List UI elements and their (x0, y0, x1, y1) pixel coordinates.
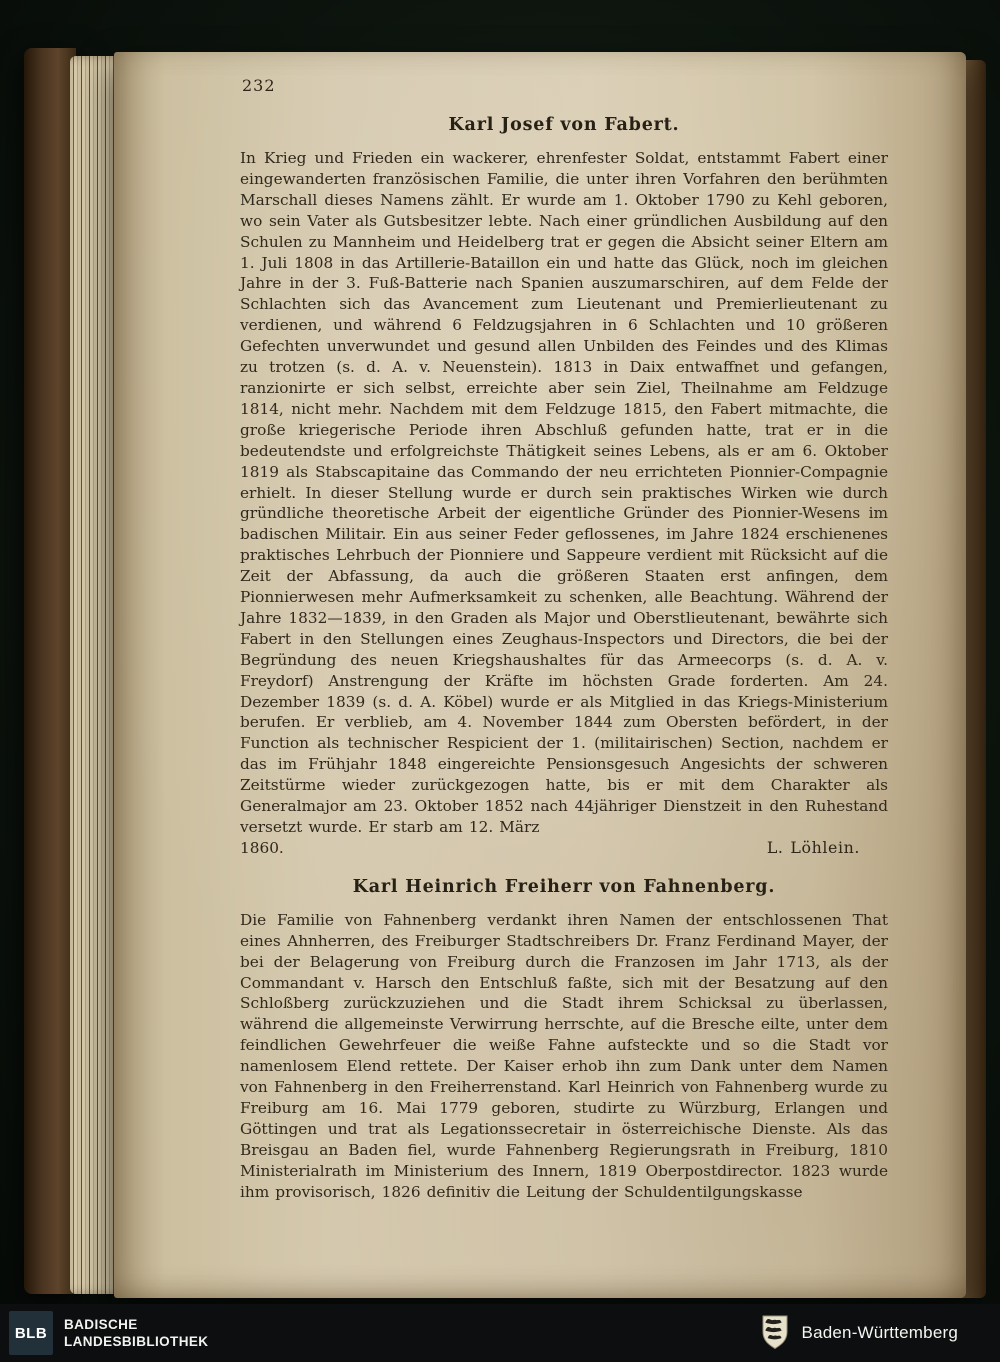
region-name: Baden-Württemberg (801, 1323, 958, 1342)
article-title-fabert: Karl Josef von Fabert. (448, 115, 680, 135)
library-name-line1: BADISCHE (64, 1317, 138, 1332)
book-page (114, 52, 966, 1298)
article-title-fahnenberg: Karl Heinrich Freiherr von Fahnenberg. (352, 876, 776, 897)
coat-of-arms-icon (760, 1314, 790, 1352)
library-name-line2: LANDESBIBLIOTHEK (64, 1334, 209, 1349)
article-last-word: 1860. (240, 838, 284, 857)
library-branding (0, 1311, 208, 1355)
blb-logo: BLB (9, 1311, 53, 1355)
article-signature: L. Löhlein. (766, 837, 860, 857)
library-banner (0, 1304, 1000, 1362)
article-body-fabert: In Krieg und Frieden ein wackerer, ehrenfester Soldat, entstammt Fabert einer eingewanderten französischen Familie, die unter ihren Vorfahren den berühmten Marschall dieses Namens zählt. Er wurde am 1. Oktober 1790 zu Kehl geboren, wo sein Vater als Gutsbesitzer lebte. Nach einer gründlichen Ausbildung auf den Schulen zu Mannheim und Heidelberg trat er gegen die Absicht seiner Eltern am 1. Juli 1808 in das Artillerie-Bataillon ein und hatte das Glück, noch im gleichen Jahre in der 3. Fuß-Batterie nach Spanien auszumarschiren, auf dem Felde der Schlachten sich das Avancement zum Lieutenant und Premierlieutenant zu verdienen, und während 6 Feldzugsjahren in 6 Schlachten und 10 größeren Gefechten unverwundet und gesund allen Unbilden des Feindes und des Klimas zu trotzen (s. d. A. v. Neuenstein). 1813 in Daix entwaffnet und gefangen, ranzionirte er sich selbst, erreichte aber sein Ziel, Theilnahme am Feldzuge 1814, nicht mehr. Nachdem mit dem Feldzuge 1815, den Fabert mitmachte, die große kriegerische Periode ihren Abschluß gefunden hatte, trat er in die bedeutendste und erfolgreichste Thätigkeit seines Lebens, als er am 6. Oktober 1819 als Stabscapitaine das Commando der neu errichteten Pionnier-Compagnie erhielt. In dieser Stellung wurde er durch sein praktisches Wirken wie durch gründliche theoretische Arbeit der eigentliche Gründer des Pionnier-Wesens im badischen Militair. Ein aus seiner Feder geflossenes, im Jahre 1824 erschienenes praktisches Lehrbuch der Pionniere und Sappeure verdient mit Rücksicht auf die Zeit der Abfassung, da auch die größeren Staaten erst anfingen, dem Pionnierwesen mehr Aufmerksamkeit zu schenken, alle Beachtung. Während der Jahre 1832—1839, in den Graden als Major und Oberstlieutenant, bewährte sich Fabert in den Stellungen eines Zeughaus-Inspectors und Directors, die bei der Begründung des neuen Kriegshaushaltes für das Armeecorps (s. d. A. v. Freydorf) Anstrengung der Kräfte im höchsten Grade forderten. Am 24. Dezember 1839 (s. d. A. Köbel) wurde er als Mitglied in das Kriegs-Ministerium berufen. Er verblieb, am 4. November 1844 zum Obersten befördert, in der Function als technischer Respicient der 1. (militairischen) Section, nachdem er das im Frühjahr 1848 eingereichte Pensionsgesuch Angesichts der schweren Zeitstürme wieder zurückgezogen hatte, bis er mit dem Charakter als Generalmajor am 23. Oktober 1852 nach 44jähriger Dienstzeit in den Ruhestand versetzt wurde. Er starb am 12. März (240, 149, 888, 836)
page-number: 232 (242, 76, 276, 95)
region-branding (760, 1314, 1000, 1352)
library-name (64, 1316, 208, 1350)
article-end-line (240, 838, 888, 859)
article-body-fahnenberg: Die Familie von Fahnenberg verdankt ihren Namen der entschlossenen That eines Ahnherren, des Freiburger Stadtschreibers Dr. Franz Ferdinand Mayer, der bei der Belagerung von Freiburg durch die Franzosen im Jahr 1713, als der Commandant v. Harsch den Entschluß faßte, sich mit der Besatzung auf den Schloßberg zurückzuziehen und die Stadt ihrem Schicksal zu überlassen, während die allgemeinste Verwirrung herrschte, auf die Bresche eilte, unter dem feindlichen Gewehrfeuer die weiße Fahne aufsteckte und so die Stadt vor namenlosem Elend rettete. Der Kaiser erhob ihn zum Dank unter dem Namen von Fahnenberg in den Freiherrenstand. Karl Heinrich von Fahnenberg wurde zu Freiburg am 16. Mai 1779 geboren, studirte zu Würzburg, Erlangen und Göttingen und trat als Legationssecretair in österreichische Dienste. Als das Breisgau an Baden fiel, wurde Fahnenberg Regierungsrath in Freiburg, 1810 Ministerialrath im Ministerium des Innern, 1819 Oberpostdirector. 1823 wurde ihm provisorisch, 1826 definitiv die Leitung der Schuldentilgungskasse (240, 910, 888, 1201)
book-cover-edge (24, 48, 76, 1294)
book-photo (18, 36, 990, 1306)
page-text-block (240, 74, 888, 1203)
